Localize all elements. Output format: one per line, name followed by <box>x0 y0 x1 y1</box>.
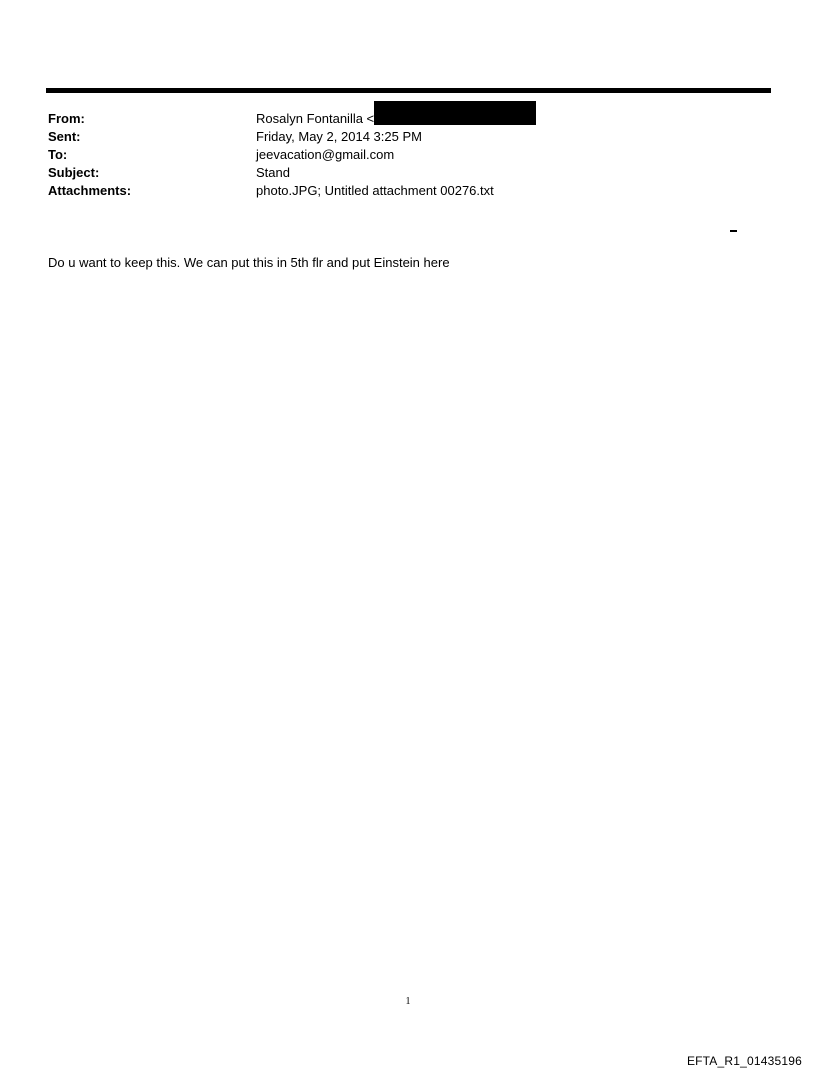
attachments-value: photo.JPG; Untitled attachment 00276.txt <box>256 183 494 198</box>
bates-number: EFTA_R1_01435196 <box>686 1054 802 1068</box>
from-sender-name: Rosalyn Fontanilla < <box>256 111 375 126</box>
sent-row <box>48 128 748 146</box>
email-header <box>48 110 748 200</box>
sent-label: Sent: <box>48 129 81 144</box>
stray-dash-mark <box>730 230 737 232</box>
attachments-row <box>48 182 748 200</box>
page-number: 1 <box>405 996 411 1007</box>
subject-row <box>48 164 748 182</box>
email-body-message: Do u want to keep this. We can put this in 5th flr and put Einstein here <box>48 255 450 270</box>
from-row <box>48 110 748 128</box>
from-value <box>256 110 748 128</box>
from-label: From: <box>48 111 85 126</box>
to-row <box>48 146 748 164</box>
attachments-label: Attachments: <box>48 183 132 198</box>
subject-label: Subject: <box>48 165 100 180</box>
redaction-box <box>374 101 536 125</box>
subject-value: Stand <box>256 165 290 180</box>
to-value: jeevacation@gmail.com <box>256 147 395 162</box>
header-divider-rule <box>46 88 771 93</box>
sent-value: Friday, May 2, 2014 3:25 PM <box>256 129 422 144</box>
to-label: To: <box>48 147 68 162</box>
